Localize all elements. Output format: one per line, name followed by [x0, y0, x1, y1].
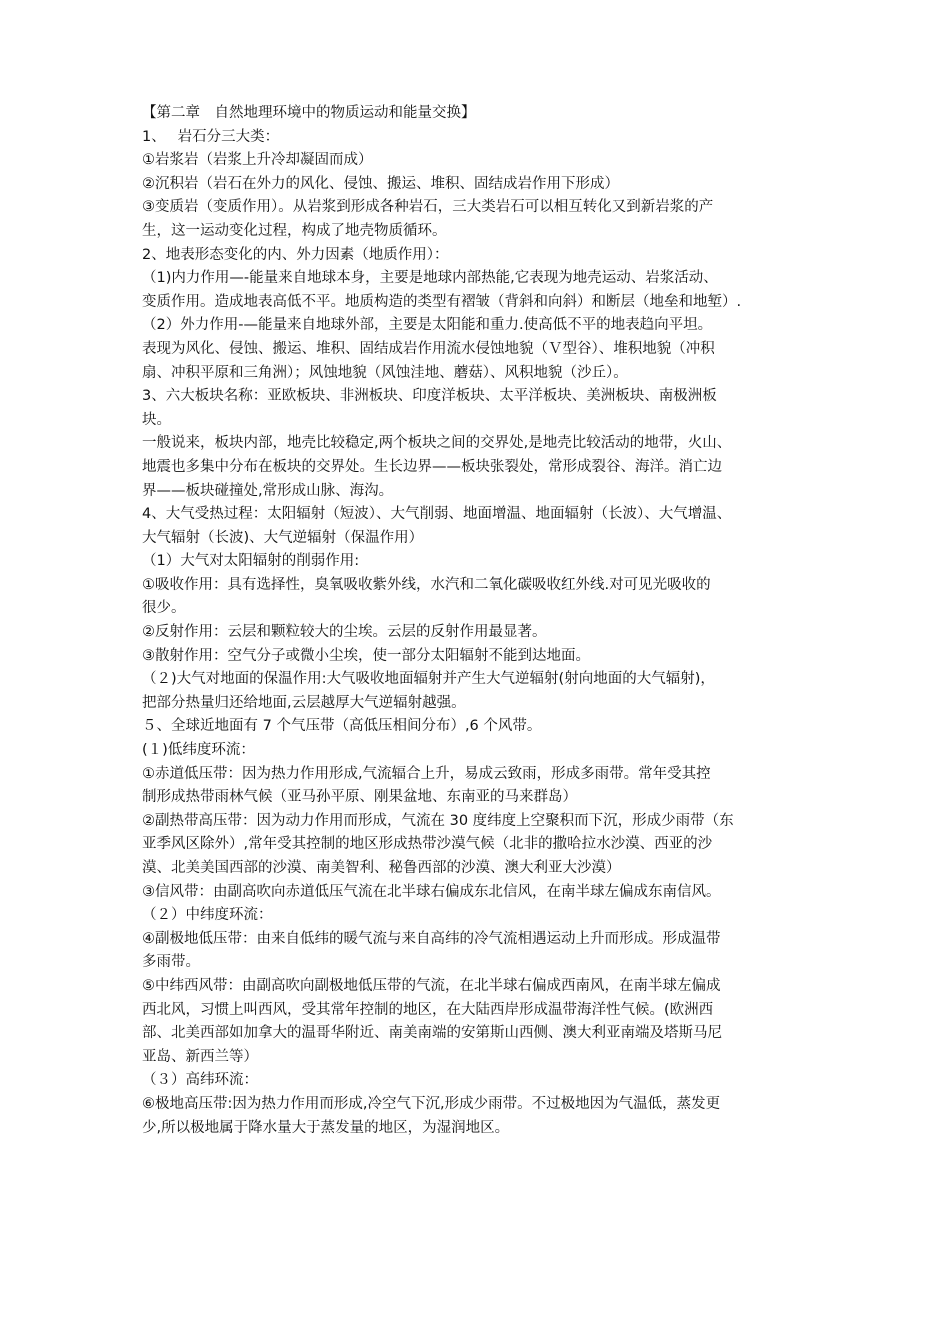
text-line: 2、地表形态变化的内、外力因素（地质作用）： — [142, 246, 449, 263]
text-line: 大气辐射（长波)、大气逆辐射（保温作用） — [142, 529, 424, 546]
text-line: （２）中纬度环流： — [142, 907, 273, 924]
text-line: ①赤道低压带：因为热力作用形成,气流辐合上升，易成云致雨，形成多雨带。常年受其控 — [142, 765, 711, 782]
text-line: 地震也多集中分布在板块的交界处。生长边界——板块张裂处，常形成裂谷、海洋。消亡边 — [142, 458, 722, 475]
text-line: ②副热带高压带：因为动力作用而形成，气流在 30 度纬度上空聚积而下沉，形成少雨带（东 — [142, 812, 734, 829]
text-line: 把部分热量归还给地面,云层越厚大气逆辐射越强。 — [142, 694, 466, 711]
text-line: （２)大气对地面的保温作用:大气吸收地面辐射并产生大气逆辐射(射向地面的大气辐射)， — [142, 671, 715, 688]
text-line: ②反射作用：云层和颗粒较大的尘埃。云层的反射作用最显著。 — [142, 624, 547, 641]
text-line: 表现为风化、侵蚀、搬运、堆积、固结成岩作用流水侵蚀地貌（Ｖ型谷）、堆积地貌（冲积 — [142, 340, 715, 357]
text-line: 一般说来，板块内部，地壳比较稳定,两个板块之间的交界处,是地壳比较活动的地带，火山、 — [142, 435, 732, 452]
text-line: （1)内力作用—-能量来自地球本身，主要是地球内部热能,它表现为地壳运动、岩浆活动、 — [142, 270, 718, 287]
text-line: 扇、冲积平原和三角洲）；风蚀地貌（风蚀洼地、蘑菇）、风积地貌（沙丘）。 — [142, 364, 628, 381]
text-line: 生，这一运动变化过程，构成了地壳物质循环。 — [142, 222, 447, 239]
text-line: ⑤中纬西风带：由副高吹向副极地低压带的气流，在北半球右偏成西南风，在南半球左偏成 — [142, 977, 721, 994]
text-line: 少,所以极地属于降水量大于蒸发量的地区，为湿润地区。 — [142, 1119, 510, 1136]
text-line: 西北风，习惯上叫西风，受其常年控制的地区，在大陆西岸形成温带海洋性气候。(欧洲西 — [142, 1001, 714, 1018]
text-line: ５、全球近地面有 7 个气压带（高低压相间分布）,6 个风带。 — [142, 718, 542, 735]
text-line: （2）外力作用-—能量来自地球外部，主要是太阳能和重力.使高低不平的地表趋向平坦。 — [142, 317, 713, 334]
text-line: ④副极地低压带：由来自低纬的暖气流与来自高纬的冷气流相遇运动上升而形成。形成温带 — [142, 930, 721, 947]
text-line: 界——板块碰撞处,常形成山脉、海沟。 — [142, 482, 394, 499]
document-body — [142, 102, 818, 1140]
text-line: （1）大气对太阳辐射的削弱作用: — [142, 553, 360, 570]
text-line: 多雨带。 — [142, 954, 200, 971]
text-line: 漠、北美美国西部的沙漠、南美智利、秘鲁西部的沙漠、澳大利亚大沙漠） — [142, 860, 621, 876]
text-line: ⑥极地高压带:因为热力作用而形成,冷空气下沉,形成少雨带。不过极地因为气温低，蒸发更 — [142, 1095, 721, 1112]
text-line: 亚岛、新西兰等） — [142, 1048, 258, 1065]
text-line: 亚季风区除外）,常年受其控制的地区形成热带沙漠气候（北非的撒哈拉水沙漠、西亚的沙 — [142, 836, 713, 853]
text-line: 块。 — [142, 411, 171, 428]
text-line: 3、六大板块名称：亚欧板块、非洲板块、印度洋板块、太平洋板块、美洲板块、南极洲板 — [142, 388, 717, 405]
chapter-title: 【第二章 自然地理环境中的物质运动和能量交换】 — [142, 105, 476, 121]
text-line: （３）高纬环流： — [142, 1072, 258, 1089]
text-line: (１)低纬度环流： — [142, 742, 255, 759]
text-line: 1、 岩石分三大类： — [142, 128, 280, 145]
text-line: ①岩浆岩（岩浆上升冷却凝固而成） — [142, 152, 373, 169]
text-line: 4、大气受热过程：太阳辐射（短波）、大气削弱、地面增温、地面辐射（长波）、大气增温、 — [142, 506, 732, 523]
text-line: ③散射作用：空气分子或微小尘埃，使一部分太阳辐射不能到达地面。 — [142, 647, 590, 664]
text-line: 部、北美西部如加拿大的温哥华附近、南美南端的安第斯山西侧、澳大利亚南端及塔斯马尼 — [142, 1025, 722, 1042]
text-line: 很少。 — [142, 600, 186, 617]
text-line: 变质作用。造成地表高低不平。地质构造的类型有褶皱（背斜和向斜）和断层（地垒和地堑）. — [142, 293, 742, 310]
text-line: ③变质岩（变质作用）。从岩浆到形成各种岩石，三大类岩石可以相互转化又到新岩浆的产 — [142, 199, 714, 216]
text-line: ②沉积岩（岩石在外力的风化、侵蚀、搬运、堆积、固结成岩作用下形成） — [142, 175, 619, 192]
text-line: ③信风带：由副高吹向赤道低压气流在北半球右偏成东北信风，在南半球左偏成东南信风。 — [142, 883, 721, 900]
text-line: ①吸收作用：具有选择性，臭氧吸收紫外线，水汽和二氧化碳吸收红外线.对可见光吸收的 — [142, 576, 711, 593]
text-line: 制形成热带雨林气候（亚马孙平原、刚果盆地、东南亚的马来群岛） — [142, 789, 577, 806]
